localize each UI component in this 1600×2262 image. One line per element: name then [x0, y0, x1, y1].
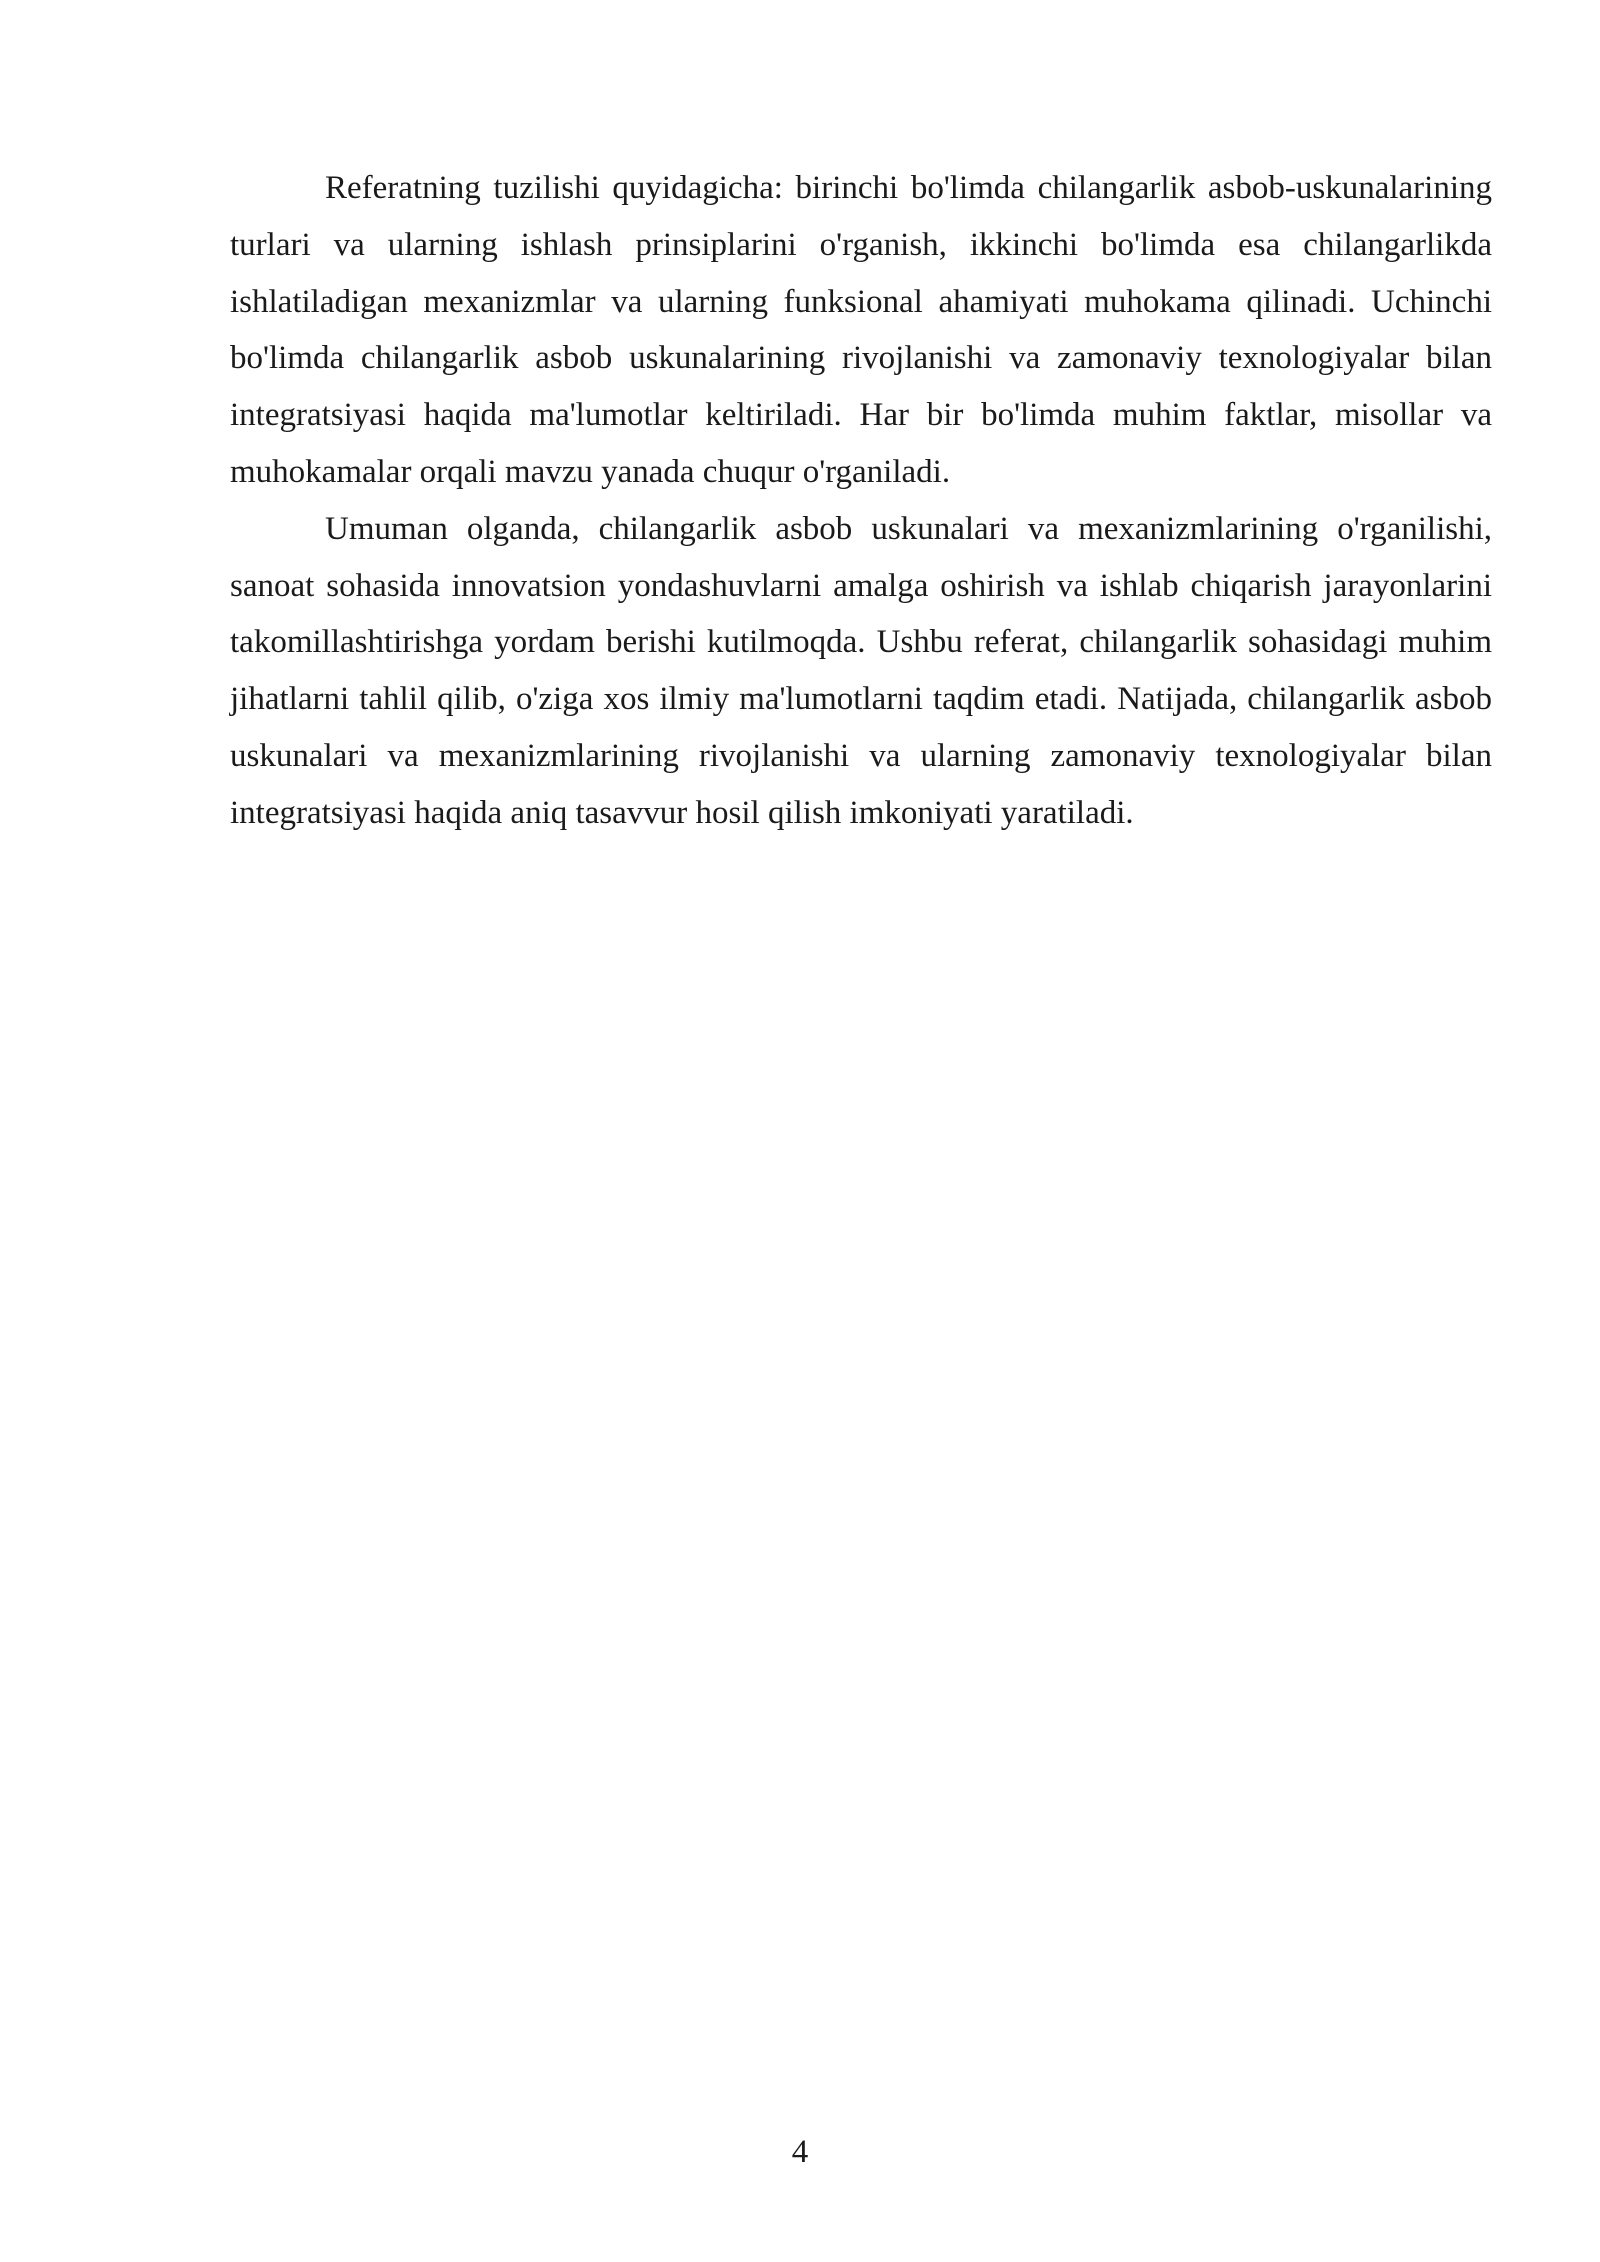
- paragraph-conclusion: Umuman olganda, chilangarlik asbob uskunalari va mexanizmlarining o'rganilishi, sanoat sohasida innovatsion yondashuvlarni amalga oshirish va ishlab chiqarish jarayonlarini takomillashtirishga yordam berishi kutilmoqda. Ushbu referat, chilangarlik sohasidagi muhim jihatlarni tahlil qilib, o'ziga xos ilmiy ma'lumotlarni taqdim etadi. Natijada, chilangarlik asbob uskunalari va mexanizmlarining rivojlanishi va ularning zamonaviy texnologiyalar bilan integratsiyasi haqida aniq tasavvur hosil qilish imkoniyati yaratiladi.: [230, 510, 1492, 831]
- body-text: [230, 160, 1492, 842]
- paragraph-structure-overview: Referatning tuzilishi quyidagicha: birinchi bo'limda chilangarlik asbob-uskunalarining turlari va ularning ishlash prinsiplarini o'rganish, ikkinchi bo'limda esa chilangarlikda ishlatiladigan mexanizmlar va ularning funksional ahamiyati muhokama qilinadi. Uchinchi bo'limda chilangarlik asbob uskunalarining rivojlanishi va zamonaviy texnologiyalar bilan integratsiyasi haqida ma'lumotlar keltiriladi. Har bir bo'limda muhim faktlar, misollar va muhokamalar orqali mavzu yanada chuqur o'rganiladi.: [230, 170, 1492, 490]
- page-number: 4: [791, 2134, 809, 2170]
